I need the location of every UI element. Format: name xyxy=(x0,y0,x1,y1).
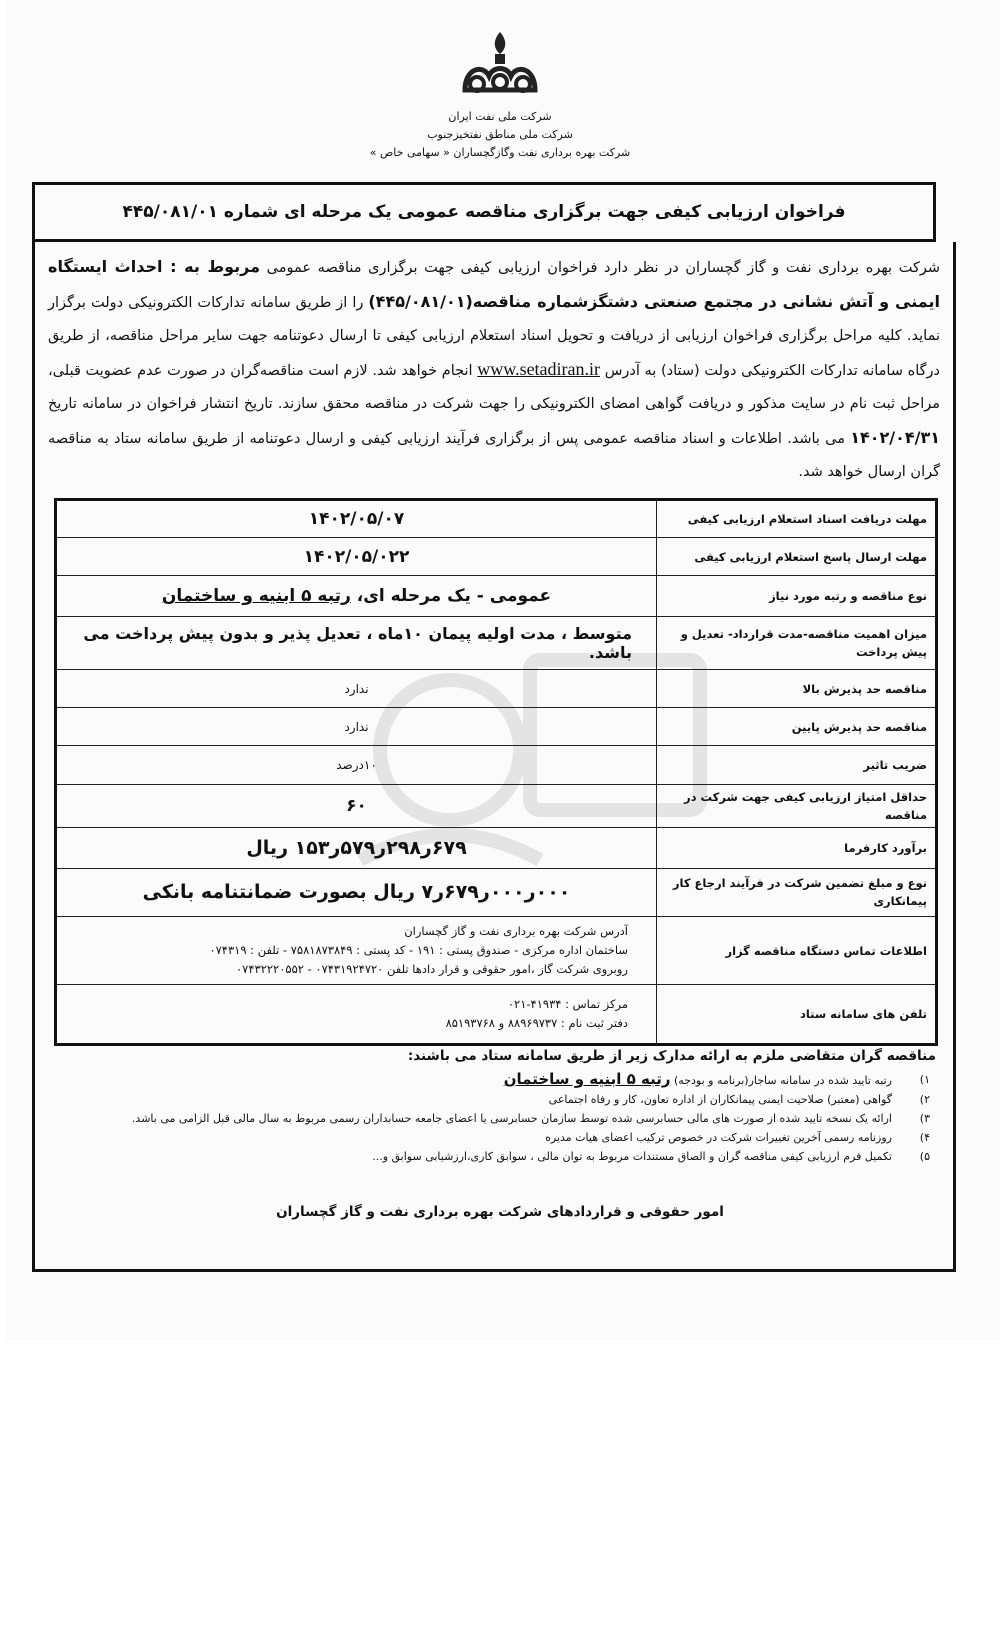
row-value: ۰۰۰ر۰۰۰ر۶۷۹ر۷ ریال بصورت ضمانتنامه بانکی xyxy=(56,868,657,917)
row-value: متوسط ، مدت اولیه پیمان ۱۰ماه ، تعدیل پذیر و بدون پیش پرداخت می باشد. xyxy=(56,616,657,669)
row-label: برآورد کارفرما xyxy=(657,828,937,868)
page-title: فراخوان ارزیابی کیفی جهت برگزاری مناقصه عمومی یک مرحله ای شماره ۴۴۵/۰۸۱/۰۱ xyxy=(122,202,846,222)
item-text: ارائه یک نسخه تایید شده از صورت های مالی حسابرسی شده توسط سازمان حسابرسی یا اعضای جامعه حسابداران رسمی مربوط به سال مالی قبل الزامی می باشد. xyxy=(131,1112,892,1125)
setad-url-link[interactable]: www.setadiran.ir xyxy=(477,359,601,379)
table-row xyxy=(56,538,937,576)
tender-type: عمومی - یک مرحله ای، xyxy=(356,586,552,607)
item-text: تکمیل فرم ارزیابی کیفی مناقصه گران و الصاق مستندات مربوط به توان مالی ، سوابق کاری،ارزشیابی سوابق و... xyxy=(372,1150,892,1163)
company-line-2: شرکت ملی مناطق نفتخیزجنوب xyxy=(427,128,573,141)
footer-signature: امور حقوقی و قراردادهای شرکت بهره برداری نفت و گاز گچساران xyxy=(276,1204,724,1220)
row-value: ۱۴۰۲/۰۵/۰۲۲ xyxy=(56,538,657,576)
item-number: ۴) xyxy=(919,1131,930,1144)
row-value xyxy=(56,576,657,616)
intro-text-2: را از طریق سامانه تدارکات الکترونیکی دولت برگزار نماید. کلیه مراحل برگزاری فراخوان ارزیابی از دریافت و تحویل اسناد استعلام ارزیابی کیفی تا ارسال دعوتنامه جهت سایر مراحل مناقصه، از طریق درگاه سامانه تدارکات الکترونیکی دولت (ستاد) به آدرس xyxy=(48,295,941,379)
item-text: رتبه تایید شده در سامانه ساجار(برنامه و بودجه) xyxy=(674,1074,892,1087)
tender-info-table xyxy=(54,498,938,1046)
company-line-3: شرکت بهره برداری نفت وگازگچساران « سهامی خاص » xyxy=(369,146,631,159)
list-item xyxy=(48,1147,936,1166)
title-box xyxy=(32,182,936,242)
letterhead xyxy=(360,28,640,162)
item-number: ۵) xyxy=(919,1150,930,1163)
table-row xyxy=(56,828,937,868)
item-number: ۳) xyxy=(919,1112,930,1125)
row-label: نوع مناقصه و رتبه مورد نیاز xyxy=(657,576,937,616)
requirements-title: مناقصه گران متقاضی ملزم به ارائه مدارک زیر از طریق سامانه ستاد می باشند: xyxy=(407,1048,936,1064)
item-text: گواهی (معتبر) صلاحیت ایمنی پیمانکاران از اداره تعاون، کار و رفاه اجتماعی xyxy=(548,1093,892,1106)
row-label: اطلاعات تماس دستگاه مناقصه گزار xyxy=(657,917,937,985)
table-row xyxy=(56,985,937,1045)
list-item xyxy=(48,1090,936,1109)
row-label: مهلت ارسال پاسخ استعلام ارزیابی کیفی xyxy=(657,538,937,576)
row-value: ۶۰ xyxy=(56,784,657,828)
table-row xyxy=(56,500,937,538)
address-line-3: روبروی شرکت گاز ،امور حقوقی و قرار دادها تلفن ۰۷۴۳۱۹۲۴۷۲۰ - ۰۷۴۳۲۲۲۰۵۵۲ xyxy=(235,962,628,977)
requirements-list xyxy=(48,1070,936,1166)
table-row xyxy=(56,669,937,707)
required-grade: رتبه ۵ ابنیه و ساختمان xyxy=(161,586,351,607)
row-label: تلفن های سامانه ستاد xyxy=(657,985,937,1045)
item-number: ۱) xyxy=(919,1073,930,1086)
intro-paragraph xyxy=(48,250,940,489)
row-label: نوع و مبلغ تضمین شرکت در فرآیند ارجاع کار پیمانکاری xyxy=(657,868,937,917)
row-value: ۱۴۰۲/۰۵/۰۷ xyxy=(56,500,657,538)
table-row xyxy=(56,708,937,746)
list-item xyxy=(48,1109,936,1128)
intro-text-3: انجام خواهد شد. لازم است مناقصه‌گران در صورت عدم عضویت قبلی، مراحل ثبت نام در سایت مذکور و دریافت گواهی امضای الکترونیکی را جهت شرکت در مناقصه محقق سازند. تاریخ انتشار فراخوان در سامانه تاریخ xyxy=(48,363,940,412)
intro-text-4: می باشد. اطلاعات و اسناد مناقصه عمومی پس از برگزاری فرآیند ارزیابی کیفی و ارسال دعوتنامه از طریق سامانه ستاد به مناقصه گران ارسال خواهد شد. xyxy=(48,431,940,480)
item-number: ۲) xyxy=(919,1093,930,1106)
row-label: ضریب تاثیر xyxy=(657,746,937,784)
table-row xyxy=(56,576,937,616)
nioc-logo-icon xyxy=(445,28,555,108)
item-text: روزنامه رسمی آخرین تغییرات شرکت در خصوص ترکیب اعضای هیات مدیره xyxy=(545,1131,892,1144)
company-line-1: شرکت ملی نفت ایران xyxy=(448,110,552,123)
row-label: مناقصه حد پذیرش بالا xyxy=(657,669,937,707)
table-row xyxy=(56,616,937,669)
row-value xyxy=(56,917,657,985)
list-item xyxy=(48,1070,936,1090)
setad-call-center: مرکز تماس : ۴۱۹۳۴-۰۲۱ xyxy=(507,997,628,1012)
table-row xyxy=(56,917,937,985)
row-value xyxy=(56,985,657,1045)
address-line-1: آدرس شرکت بهره برداری نفت و گاز گچساران xyxy=(404,924,628,939)
publish-date: ۱۴۰۲/۰۴/۳۱ xyxy=(850,428,941,447)
table-row xyxy=(56,746,937,784)
row-value: ۱۰درصد xyxy=(56,746,657,784)
row-value: ۶۷۹ر۲۹۸ر۵۷۹ر۱۵۳ ریال xyxy=(56,828,657,868)
setad-registration: دفتر ثبت نام : ۸۸۹۶۹۷۳۷ و ۸۵۱۹۳۷۶۸ xyxy=(445,1016,628,1031)
row-label: مهلت دریافت اسناد استعلام ارزیابی کیفی xyxy=(657,500,937,538)
item-grade: رتبه ۵ ابنیه و ساختمان xyxy=(503,1070,671,1088)
list-item xyxy=(48,1128,936,1147)
row-label: حداقل امتیاز ارزیابی کیفی جهت شرکت در مناقصه xyxy=(657,784,937,828)
table-row xyxy=(56,868,937,917)
intro-subject: مربوط به : احداث ایستگاه ایمنی و آتش نشانی در مجتمع صنعتی دشتگزشماره مناقصه(۴۴۵/۰۸۱/۰۱) xyxy=(48,257,940,311)
row-value: ندارد xyxy=(56,708,657,746)
row-label: میزان اهمیت مناقصه-مدت قرارداد- تعدیل و پیش پرداخت xyxy=(657,616,937,669)
table-row xyxy=(56,784,937,828)
row-label: مناقصه حد پذیرش پایین xyxy=(657,708,937,746)
row-value: ندارد xyxy=(56,669,657,707)
intro-text-1: شرکت بهره برداری نفت و گاز گچساران در نظر دارد فراخوان ارزیابی کیفی جهت برگزاری مناقصه عمومی xyxy=(266,260,940,276)
address-line-2: ساختمان اداره مرکزی - صندوق پستی : ۱۹۱ - کد پستی : ۷۵۸۱۸۷۳۸۴۹ - تلفن : ۰۷۴۳۱۹ xyxy=(209,943,628,958)
